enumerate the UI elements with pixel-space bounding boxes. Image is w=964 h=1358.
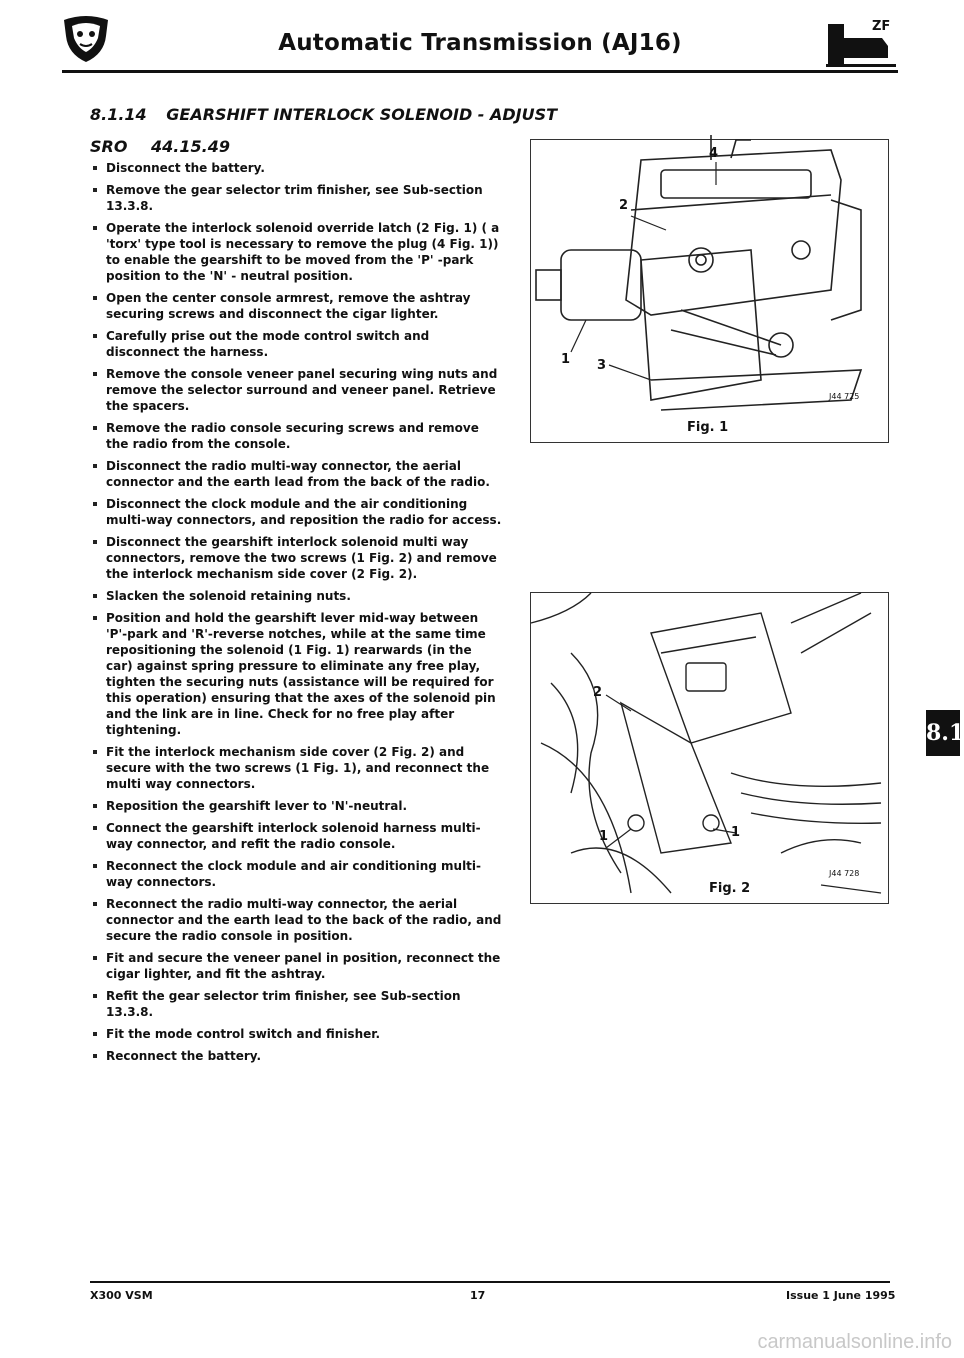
sro-line [90, 137, 230, 156]
zf-transmission-icon [826, 16, 896, 68]
section-title: GEARSHIFT INTERLOCK SOLENOID - ADJUST [166, 105, 558, 124]
figure-1-callout-2: 2 [619, 198, 629, 213]
figure-2-caption: Fig. 2 [709, 881, 751, 896]
list-item: Disconnect the gearshift interlock solenoid multi way connectors, remove the two screws (1 Fig. 2) and remove the interlock mechanism side cover (2 Fig. 2). [90, 534, 502, 582]
list-item: Remove the console veneer panel securing wing nuts and remove the selector surround and veneer panel. Retrieve the spacers. [90, 366, 502, 414]
footer-issue-date: Issue 1 June 1995 [786, 1289, 896, 1302]
figure-1-caption: Fig. 1 [687, 420, 729, 435]
figure-1-callout-1: 1 [561, 352, 571, 367]
sro-label: SRO [90, 137, 128, 156]
section-heading [90, 105, 557, 124]
figure-1-callout-4: 4 [709, 146, 719, 161]
list-item: Reconnect the radio multi-way connector, the aerial connector and the earth lead to the back of the radio, and secure the radio console in position. [90, 896, 502, 944]
list-item: Reconnect the clock module and air conditioning multi-way connectors. [90, 858, 502, 890]
footer-manual-code: X300 VSM [90, 1289, 153, 1302]
list-item: Remove the radio console securing screws and remove the radio from the console. [90, 420, 502, 452]
list-item: Remove the gear selector trim finisher, see Sub-section 13.3.8. [90, 182, 502, 214]
zf-badge-text: ZF [872, 19, 891, 34]
list-item: Disconnect the clock module and the air conditioning multi-way connectors, and reposition the radio for access. [90, 496, 502, 528]
list-item: Open the center console armrest, remove the ashtray securing screws and disconnect the cigar lighter. [90, 290, 502, 322]
figure-1 [530, 139, 889, 443]
watermark: carmanualsonline.info [757, 1331, 952, 1353]
page-title: Automatic Transmission (AJ16) [278, 30, 682, 56]
figure-2-callout-2: 2 [593, 685, 603, 700]
list-item: Disconnect the battery. [90, 160, 502, 176]
figure-2-illustration [531, 593, 888, 903]
figure-2-callout-1a: 1 [599, 829, 609, 844]
list-item: Slacken the solenoid retaining nuts. [90, 588, 502, 604]
figure-2 [530, 592, 889, 904]
list-item: Fit the interlock mechanism side cover (2 Fig. 2) and secure with the two screws (1 Fig. 1), and reconnect the multi way connectors. [90, 744, 502, 792]
list-item: Fit and secure the veneer panel in position, reconnect the cigar lighter, and fit the ashtray. [90, 950, 502, 982]
figure-1-ref: J44 725 [829, 392, 860, 401]
sro-code: 44.15.49 [151, 137, 230, 156]
figure-1-callout-3: 3 [597, 358, 607, 373]
list-item: Position and hold the gearshift lever mid-way between 'P'-park and 'R'-reverse notches, while at the same time repositioning the solenoid (1 Fig. 1) rearwards (in the car) against spring pressure to eliminate any free play, tighten the securing nuts (assistance will be required for this operation) ensuring that the axes of the solenoid pin and the link are in line. Check for no free play after tightening. [90, 610, 502, 738]
figure-2-callout-1b: 1 [731, 825, 741, 840]
list-item: Operate the interlock solenoid override latch (2 Fig. 1) ( a 'torx' type tool is necessary to remove the plug (4 Fig. 1)) to enable the gearshift to be moved from the 'P' -park position to the 'N' - neutral position. [90, 220, 502, 284]
figure-2-ref: J44 728 [829, 869, 860, 878]
list-item: Connect the gearshift interlock solenoid harness multi-way connector, and refit the radio console. [90, 820, 502, 852]
list-item: Reposition the gearshift lever to 'N'-neutral. [90, 798, 502, 814]
list-item: Disconnect the radio multi-way connector, the aerial connector and the earth lead from the back of the radio. [90, 458, 502, 490]
section-tab: 8.1 [926, 710, 960, 756]
section-number: 8.1.14 [90, 105, 147, 124]
list-item: Reconnect the battery. [90, 1048, 502, 1064]
procedure-steps [90, 160, 502, 1070]
footer-rule [90, 1281, 890, 1283]
list-item: Carefully prise out the mode control switch and disconnect the harness. [90, 328, 502, 360]
list-item: Refit the gear selector trim finisher, see Sub-section 13.3.8. [90, 988, 502, 1020]
header-rule [62, 70, 898, 73]
list-item: Fit the mode control switch and finisher. [90, 1026, 502, 1042]
footer-page-number: 17 [470, 1289, 486, 1302]
